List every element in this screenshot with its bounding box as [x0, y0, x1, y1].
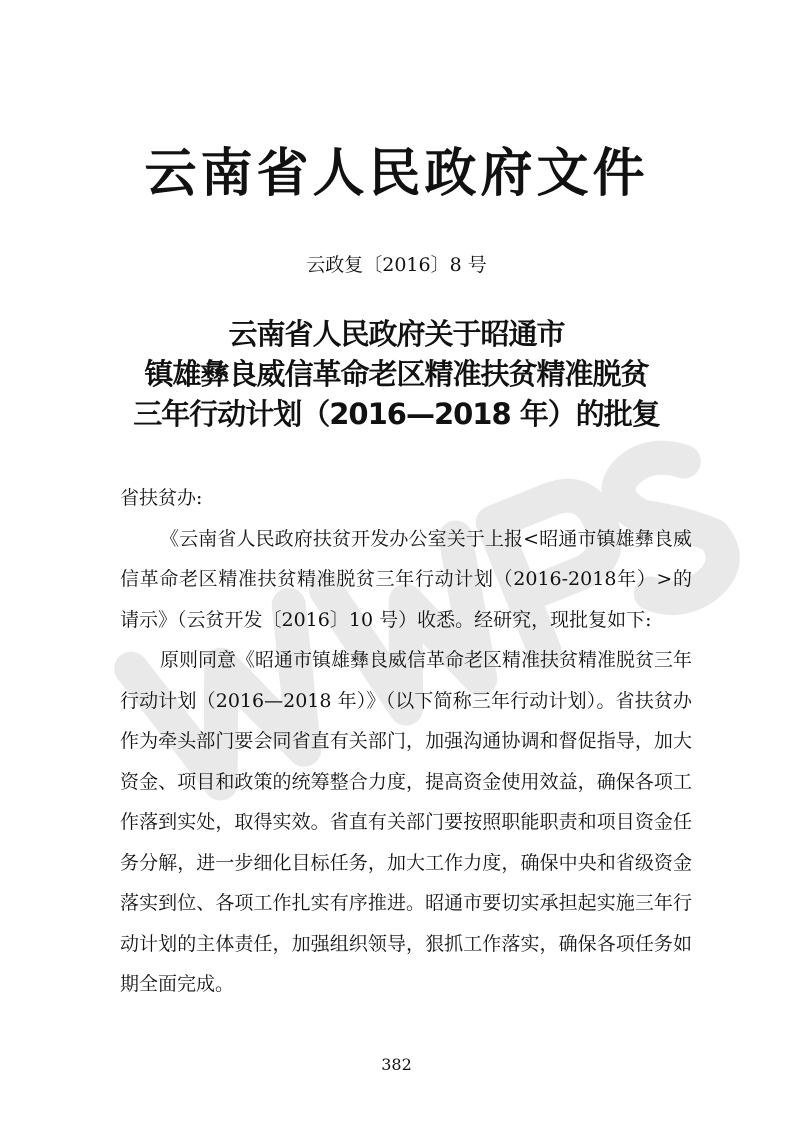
- body-paragraph: 《云南省人民政府扶贫开发办公室关于上报<昭通市镇雄彝良威信革命老区精准扶贫精准脱贫三年行动计划（2016-2018年）>的请示》（云贫开发〔2016〕10 号）收悉。经研究，现批复如下:: [120, 527, 692, 631]
- document-body: [120, 478, 692, 1005]
- body-paragraph: 原则同意《昭通市镇雄彝良威信革命老区精准扶贫精准脱贫三年行动计划（2016—2018 年）》（以下简称三年行动计划）。省扶贫办作为牵头部门要会同省直有关部门，加强沟通协调和督促指导，加大资金、项目和政策的统筹整合力度，提高资金使用效益，确保各项工作落到实处，取得实效。省直有关部门要按照职能职责和项目资金任务分解，进一步细化目标任务，加大工作力度，确保中央和省级资金落实到位、各项工作扎实有序推进。昭通市要切实承担起实施三年行动计划的主体责任，加强组织领导，狠抓工作落实，确保各项任务如期全面完成。: [120, 649, 693, 995]
- masthead-title: 云南省人民政府文件: [144, 143, 649, 204]
- page-number: 382: [381, 1055, 412, 1074]
- document-number: 云政复〔2016〕8 号: [306, 254, 487, 276]
- title-line: 镇雄彝良威信革命老区精准扶贫精准脱贫: [144, 357, 649, 391]
- title-line: 三年行动计划（2016—2018 年）的批复: [133, 397, 660, 431]
- document-title: [0, 314, 793, 434]
- salutation: 省扶贫办:: [120, 487, 203, 509]
- title-line: 云南省人民政府关于昭通市: [228, 317, 565, 351]
